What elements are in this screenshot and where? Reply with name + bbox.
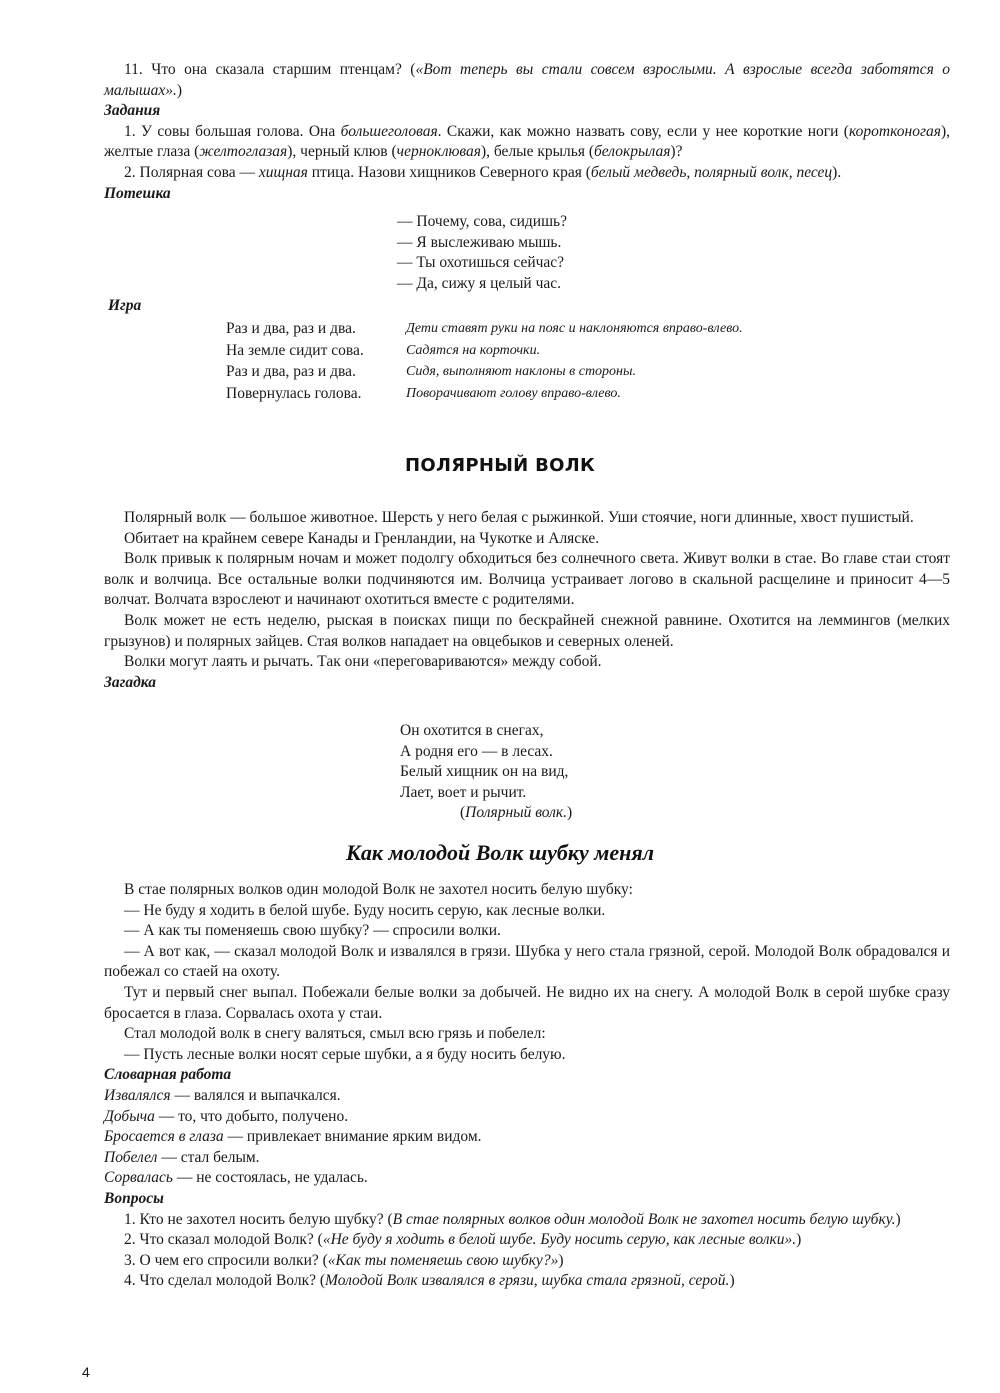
question-11 <box>104 60 950 101</box>
riddle <box>400 721 572 824</box>
rhyme-line: — Почему, сова, сидишь? <box>397 213 567 230</box>
riddle-answer-close: ) <box>567 804 573 822</box>
game-line: Повернулась голова. <box>226 384 362 402</box>
story-paragraph: Тут и первый снег выпал. Побежали белые волки за добычей. Не видно их на снегу. А молодой Волк в серой шубке сразу бросается в глаза. Сорвалась охота у стаи. <box>104 983 950 1022</box>
vocab-term: Добыча <box>104 1107 155 1125</box>
task-text: ), желтые глаза ( <box>104 122 950 161</box>
story-paragraph: — Не буду я ходить в белой шубе. Буду носить серую, как лесные волки. <box>124 901 606 919</box>
paragraph: Волк привык к полярным ночам и может подолгу обходиться без солнечного света. Живут волки в стае. Во главе стаи стоят волк и волчица. Все остальные волки подчиняются им. Волчица устраивает логово в скальной расщелине и приносит 4—5 волчат. Волчата взрослеют и начинают охотиться вместе с родителями. <box>104 550 950 609</box>
vocab-item <box>104 1086 950 1107</box>
game-action: Садятся на корточки. <box>406 342 541 358</box>
task-text: . Скажи, как можно назвать сову, если у нее короткие ноги ( <box>437 122 849 140</box>
game-action: Дети ставят руки на пояс и наклоняются вправо-влево. <box>406 321 743 336</box>
task-text: ), белые крылья ( <box>480 143 595 161</box>
question-answer: «Не буду я ходить в белой шубе. Буду носить серую, как лесные волки». <box>322 1231 797 1249</box>
task-term: черноклювая <box>396 143 481 161</box>
question-close: ) <box>176 81 183 99</box>
section-title: ПОЛЯРНЫЙ ВОЛК <box>405 455 595 476</box>
paragraph: Волки могут лаять и рычать. Так они «переговариваются» между собой. <box>124 653 602 671</box>
game-actions <box>406 318 743 404</box>
vocab-item <box>104 1168 950 1189</box>
vocab-heading: Словарная работа <box>104 1066 232 1084</box>
game-line: Раз и два, раз и два. <box>226 363 356 380</box>
vocab-def: — не состоялась, не удалась. <box>172 1169 368 1187</box>
paragraph: Обитает на крайнем севере Канады и Гренландии, на Чукотке и Аляске. <box>124 529 600 547</box>
task-text: птица. Назови хищников Северного края ( <box>307 163 591 181</box>
game-line: На земле сидит сова. <box>226 341 364 359</box>
vocab-term: Бросается в глаза <box>104 1128 224 1146</box>
task-1 <box>104 122 950 163</box>
task-text: ), черный клюв ( <box>287 143 397 161</box>
story-title: Как молодой Волк шубку менял <box>346 840 654 865</box>
task-term: большеголовая <box>340 122 438 140</box>
question-item <box>104 1210 950 1231</box>
question-answer: «Как ты поменяешь свою шубку?» <box>327 1251 559 1269</box>
question-close: ) <box>558 1251 564 1269</box>
page-number: 4 <box>82 1364 90 1380</box>
question-item <box>104 1230 950 1251</box>
vocab-def: — валялся и выпачкался. <box>170 1086 341 1104</box>
rhyme-line: — Я выслеживаю мышь. <box>397 233 562 251</box>
vocab-def: — привлекает внимание ярким видом. <box>223 1128 482 1146</box>
question-item <box>104 1251 950 1272</box>
question-item <box>104 1271 950 1292</box>
rhyme-line: — Ты охотишься сейчас? <box>397 254 565 272</box>
riddle-answer-open: ( <box>460 804 466 822</box>
top-section <box>104 60 950 204</box>
question-close: ) <box>796 1231 802 1249</box>
question-text: 2. Что сказал молодой Волк? ( <box>124 1231 323 1249</box>
task-term: коротконогая <box>848 122 941 140</box>
game-action: Поворачивают голову вправо-влево. <box>406 385 621 401</box>
story-text <box>104 880 950 1292</box>
vocab-def: — стал белым. <box>157 1148 260 1166</box>
rhyme-heading: Потешка <box>104 184 171 202</box>
task-term: белый медведь, полярный волк, песец <box>590 163 833 181</box>
riddle-answer <box>400 803 572 824</box>
story-paragraph: — А вот как, — сказал молодой Волк и извалялся в грязи. Шубка у него стала грязной, серой. Молодой Волк обрадовался и побежал со стаей на охоту. <box>104 942 950 981</box>
question-text: 4. Что сделал молодой Волк? ( <box>124 1272 326 1290</box>
task-term: белокрылая <box>594 143 671 161</box>
question-close: ) <box>729 1272 735 1290</box>
question-text: 3. О чем его спросили волки? ( <box>124 1251 328 1269</box>
riddle-line: Лает, воет и рычит. <box>400 783 527 801</box>
riddle-heading: Загадка <box>104 673 157 691</box>
rhyme-line: — Да, сижу я целый час. <box>397 274 562 292</box>
vocab-def: — то, что добыто, получено. <box>154 1107 349 1125</box>
task-text: 2. Полярная сова — <box>124 163 259 181</box>
story-paragraph: — Пусть лесные волки носят серые шубки, а я буду носить белую. <box>124 1045 566 1063</box>
story-paragraph: В стае полярных волков один молодой Волк не захотел носить белую шубку: <box>124 881 633 898</box>
task-term: желтоглазая <box>199 143 288 161</box>
question-text: 1. Кто не захотел носить белую шубку? ( <box>124 1210 393 1228</box>
questions-heading: Вопросы <box>104 1189 164 1207</box>
game-action: Сидя, выполняют наклоны в стороны. <box>406 364 636 379</box>
story-paragraph: Стал молодой волк в снегу валяться, смыл всю грязь и побелел: <box>124 1025 546 1043</box>
vocab-term: Извалялся <box>104 1086 171 1104</box>
question-close: ) <box>895 1210 901 1228</box>
task-text: 1. У совы большая голова. Она <box>124 122 341 140</box>
vocab-item <box>104 1148 950 1169</box>
vocab-item <box>104 1107 950 1128</box>
task-2 <box>104 163 950 184</box>
game-heading: Игра <box>108 297 142 314</box>
paragraph: Волк может не есть неделю, рыская в поисках пищи по бескрайней снежной равнине. Охотится на леммингов (мелких грызунов) и полярных зайцев. Стая волков нападает на овцебыков и северных оленей. <box>104 611 950 650</box>
question-answer: В стае полярных волков один молодой Волк не захотел носить белую шубку. <box>392 1210 896 1228</box>
wolf-description <box>104 508 950 693</box>
riddle-answer-text: Полярный волк. <box>465 804 568 822</box>
game-lines <box>226 318 364 404</box>
task-term: хищная <box>258 163 308 181</box>
task-text: ). <box>832 163 842 181</box>
question-text: 11. Что она сказала старшим птенцам? ( <box>124 61 416 78</box>
vocab-term: Побелел <box>104 1148 158 1166</box>
rhyme <box>397 212 567 294</box>
question-answer: Молодой Волк извалялся в грязи, шубка стала грязной, серой. <box>325 1272 730 1290</box>
paragraph: Полярный волк — большое животное. Шерсть у него белая с рыжинкой. Уши стоячие, ноги длинные, хвост пушистый. <box>124 509 914 526</box>
riddle-line: А родня его — в лесах. <box>400 742 553 760</box>
riddle-line: Белый хищник он на вид, <box>400 763 569 781</box>
vocab-term: Сорвалась <box>104 1169 173 1187</box>
vocab-item <box>104 1127 950 1148</box>
game-line: Раз и два, раз и два. <box>226 320 356 337</box>
riddle-line: Он охотится в снегах, <box>400 722 544 739</box>
story-paragraph: — А как ты поменяешь свою шубку? — спросили волки. <box>124 922 501 940</box>
tasks-heading: Задания <box>104 102 161 120</box>
question-answer: «Вот теперь вы стали совсем взрослыми. А взрослые всегда заботятся о малышах». <box>104 61 950 99</box>
task-text: )? <box>670 143 683 161</box>
